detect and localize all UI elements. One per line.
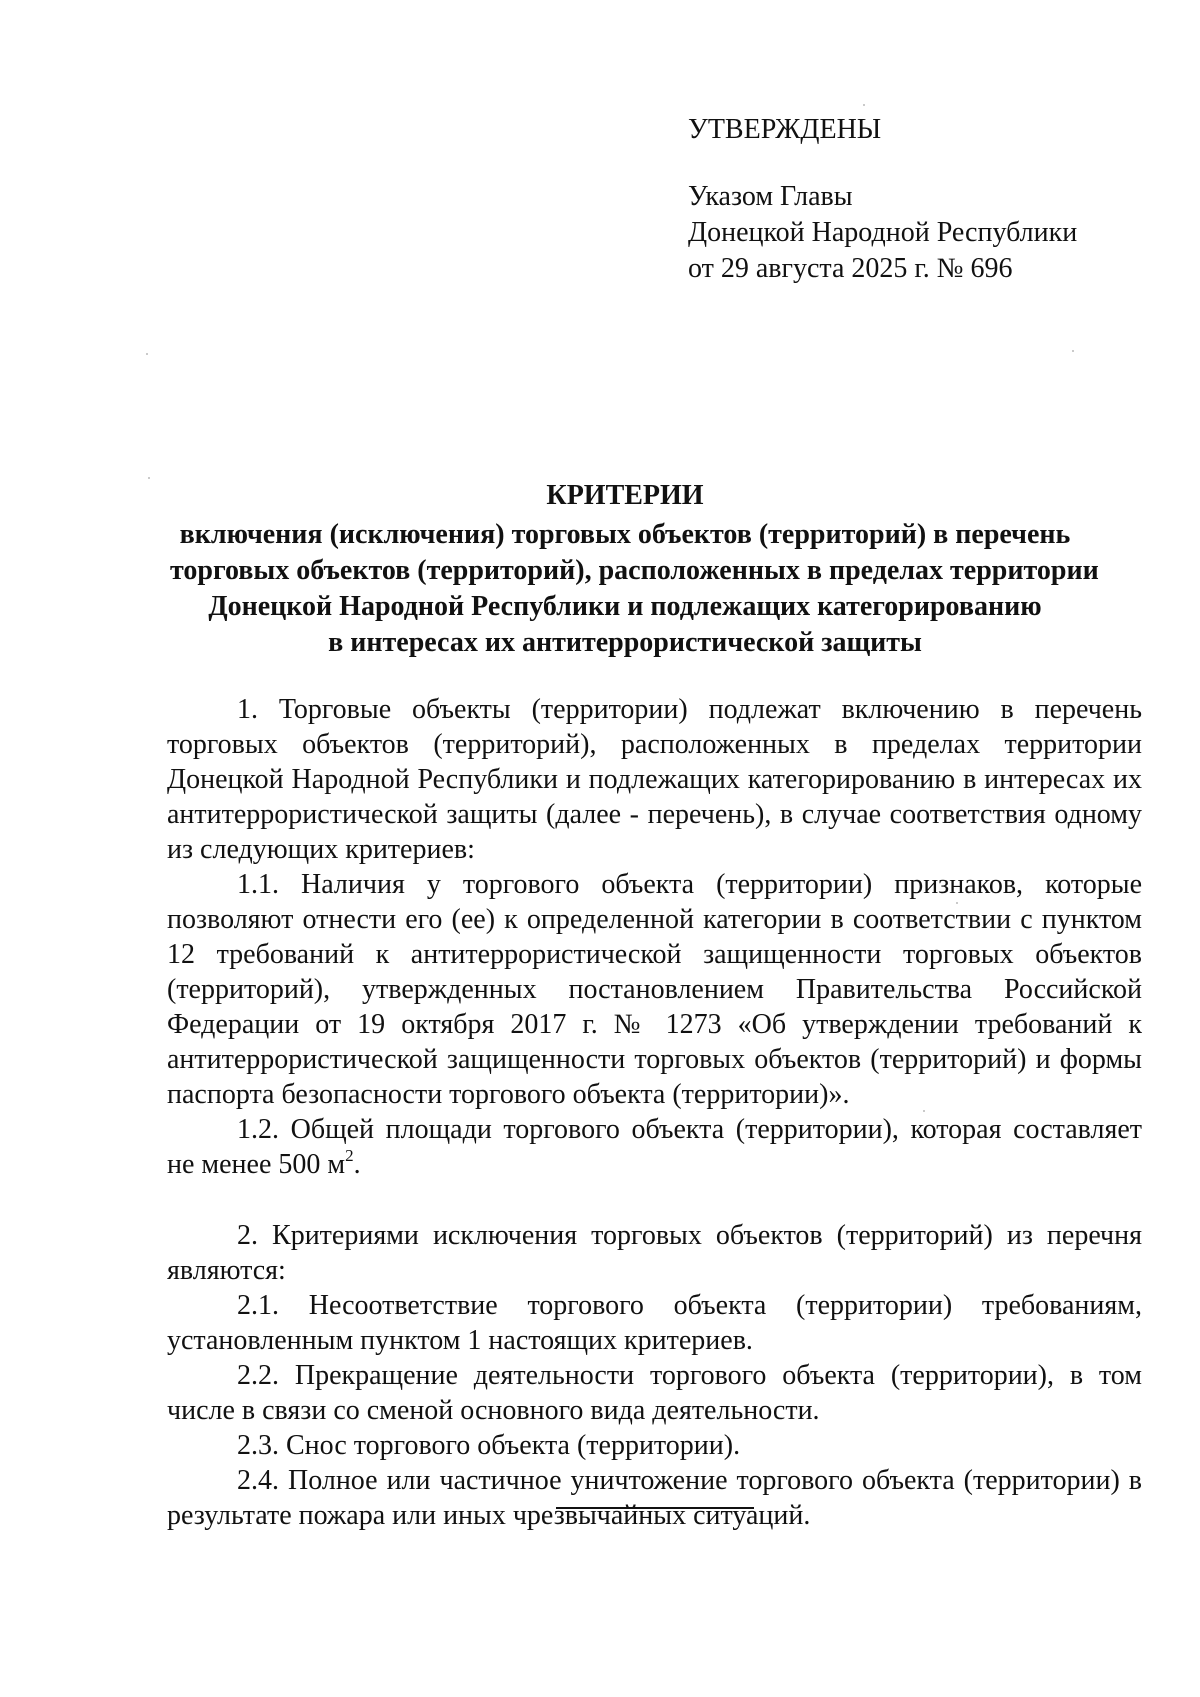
document-heading	[170, 478, 1099, 661]
document-subtitle-line: в интересах их антитеррористической защиты	[328, 627, 922, 658]
criteria-item-2-3: 2.3. Снос торгового объекта (территории).	[237, 1430, 741, 1461]
section-gap	[167, 1182, 1142, 1218]
scan-dot	[146, 353, 148, 355]
square-meter-superscript: 2	[345, 1145, 354, 1165]
document-title: КРИТЕРИИ	[546, 480, 704, 511]
scan-dot	[1072, 350, 1074, 352]
criteria-item-2-1: 2.1. Несоответствие торгового объекта (территории) требованиям, установленным пунктом 1 настоящих критериев.	[167, 1290, 1142, 1356]
approval-line-decree: Указом Главы	[688, 181, 853, 212]
scan-dot	[923, 1110, 925, 1112]
closing-rule	[556, 1507, 754, 1509]
approval-line-date-number: от 29 августа 2025 г. № 696	[688, 253, 1013, 284]
criteria-item-2-4: 2.4. Полное или частичное уничтожение торгового объекта (территории) в результате пожара или иных чрезвычайных ситуаций.	[167, 1465, 1142, 1531]
scan-dot	[148, 477, 150, 479]
approval-block	[688, 112, 1108, 287]
criteria-item-1-2-period: .	[353, 1149, 361, 1180]
approval-line-republic: Донецкой Народной Республики	[688, 217, 1078, 248]
criteria-section-1-main: 1. Торговые объекты (территории) подлежат включению в перечень торговых объектов (территорий), расположенных в пределах территории Донецкой Народной Республики и подлежащих категорированию в интересах их антитеррористической защиты (далее - перечень), в случае соответствия одному из следующих критериев:	[167, 694, 1142, 865]
document-subtitle-line: включения (исключения) торговых объектов (территорий) в перечень	[179, 519, 1071, 550]
criteria-item-1-1: 1.1. Наличия у торгового объекта (территории) признаков, которые позволяют отнести его (ее) к определенной категории в соответствии с пунктом 12 требований к антитеррористической защищенности торговых объектов (территорий), утвержденных постановлением Правительства Российской Федерации от 19 октября 2017 г. № 1273 «Об утверждении требований к антитеррористической защищенности торговых объектов (территорий) и формы паспорта безопасности торгового объекта (территории)».	[167, 869, 1142, 1110]
criteria-item-1-2-text: 1.2. Общей площади торгового объекта (территории), которая составляет не менее 500 м	[167, 1114, 1142, 1180]
document-subtitle-line: торговых объектов (территорий), расположенных в пределах территории	[170, 555, 1099, 586]
document-subtitle-line: Донецкой Народной Республики и подлежащих категорированию	[208, 591, 1042, 622]
scan-dot	[956, 902, 958, 904]
scan-dot	[863, 104, 865, 106]
criteria-section-2-main: 2. Критериями исключения торговых объектов (территорий) из перечня являются:	[167, 1220, 1142, 1286]
criteria-item-1-2	[167, 1112, 1142, 1182]
criteria-content	[167, 692, 1142, 1533]
criteria-item-2-2: 2.2. Прекращение деятельности торгового объекта (территории), в том числе в связи со сменой основного вида деятельности.	[167, 1360, 1142, 1426]
approval-title: УТВЕРЖДЕНЫ	[688, 114, 882, 145]
